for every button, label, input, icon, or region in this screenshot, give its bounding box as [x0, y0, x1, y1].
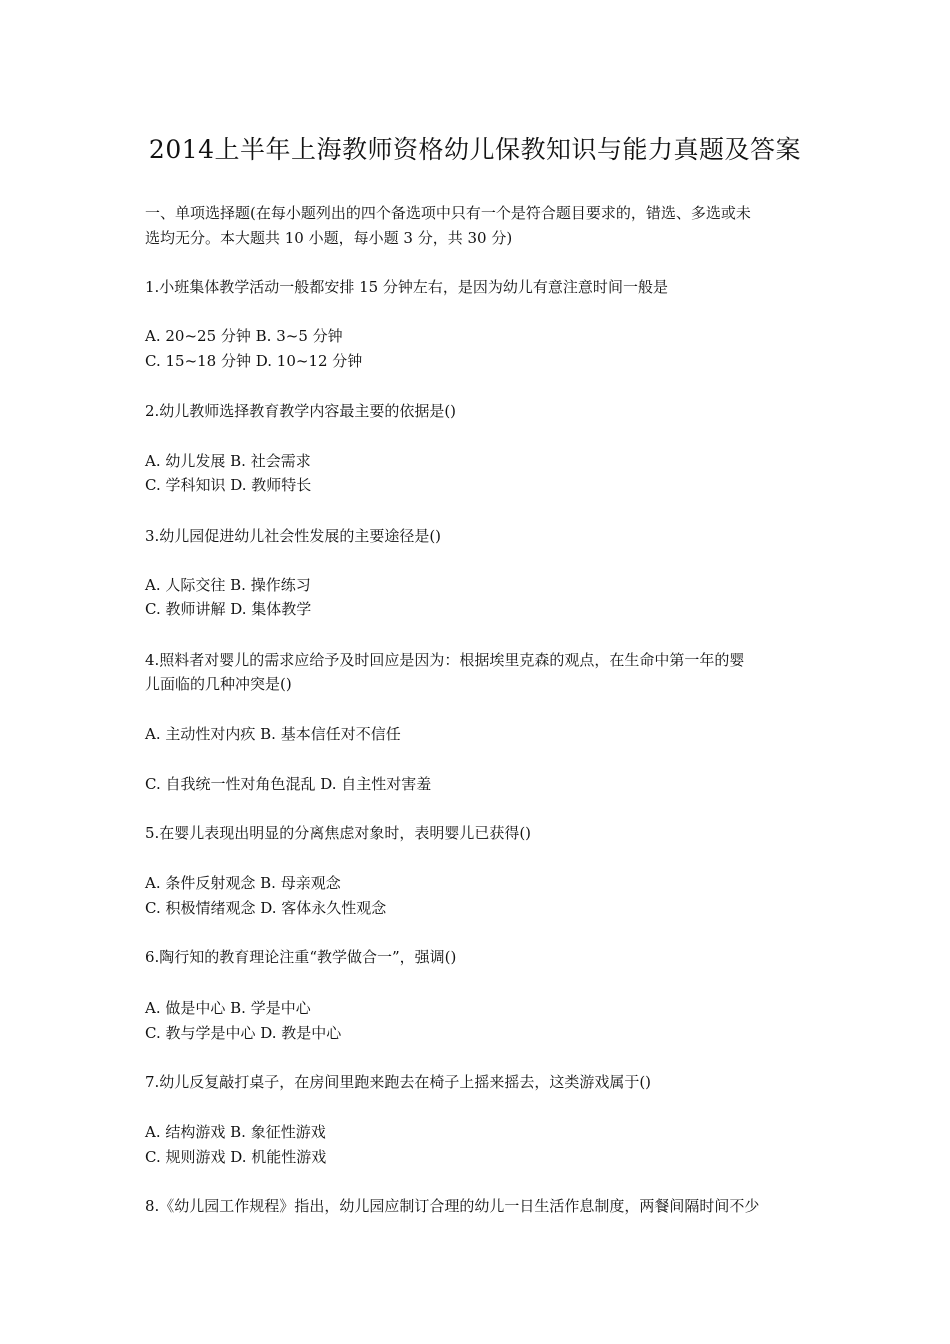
question-1-stem: 1.小班集体教学活动一般都安排 15 分钟左右，是因为幼儿有意注意时间一般是	[145, 278, 668, 296]
document-title: 2014上半年上海教师资格幼儿保教知识与能力真题及答案	[148, 135, 802, 164]
question-1-option-line-2: C. 15~18 分钟 D. 10~12 分钟	[145, 352, 363, 370]
question-3-option-line-1: A. 人际交往 B. 操作练习	[145, 576, 311, 594]
question-4-stem-line-2: 儿面临的几种冲突是()	[145, 675, 292, 693]
question-5-option-line-1: A. 条件反射观念 B. 母亲观念	[145, 874, 341, 892]
question-8-stem: 8.《幼儿园工作规程》指出，幼儿园应制订合理的幼儿一日生活作息制度，两餐间隔时间不少	[145, 1197, 760, 1215]
question-6-stem: 6.陶行知的教育理论注重“教学做合一”，强调()	[145, 948, 457, 966]
question-6-option-line-2: C. 教与学是中心 D. 教是中心	[145, 1024, 342, 1042]
question-3-option-line-2: C. 教师讲解 D. 集体教学	[145, 600, 312, 618]
question-7-option-line-1: A. 结构游戏 B. 象征性游戏	[145, 1123, 326, 1141]
question-3-stem: 3.幼儿园促进幼儿社会性发展的主要途径是()	[145, 527, 442, 545]
question-5-stem: 5.在婴儿表现出明显的分离焦虑对象时，表明婴儿已获得()	[145, 824, 532, 842]
question-5-option-line-2: C. 积极情绪观念 D. 客体永久性观念	[145, 899, 387, 917]
question-1-option-line-1: A. 20~25 分钟 B. 3~5 分钟	[145, 327, 343, 345]
question-2-option-line-1: A. 幼儿发展 B. 社会需求	[145, 452, 311, 470]
question-4-option-line-1: A. 主动性对内疚 B. 基本信任对不信任	[145, 725, 401, 743]
question-4-stem-line-1: 4.照料者对婴儿的需求应给予及时回应是因为：根据埃里克森的观点，在生命中第一年的婴	[145, 651, 745, 669]
question-7-option-line-2: C. 规则游戏 D. 机能性游戏	[145, 1148, 327, 1166]
question-7-stem: 7.幼儿反复敲打桌子，在房间里跑来跑去在椅子上摇来摇去，这类游戏属于()	[145, 1073, 652, 1091]
question-2-option-line-2: C. 学科知识 D. 教师特长	[145, 476, 312, 494]
question-6-option-line-1: A. 做是中心 B. 学是中心	[145, 999, 311, 1017]
section-intro-line-2: 选均无分。本大题共 10 小题，每小题 3 分，共 30 分)	[145, 229, 513, 247]
question-4-option-line-2: C. 自我统一性对角色混乱 D. 自主性对害羞	[145, 775, 432, 793]
section-intro-line-1: 一、单项选择题(在每小题列出的四个备选项中只有一个是符合题目要求的，错选、多选或未	[145, 204, 751, 222]
question-2-stem: 2.幼儿教师选择教育教学内容最主要的依据是()	[145, 402, 457, 420]
